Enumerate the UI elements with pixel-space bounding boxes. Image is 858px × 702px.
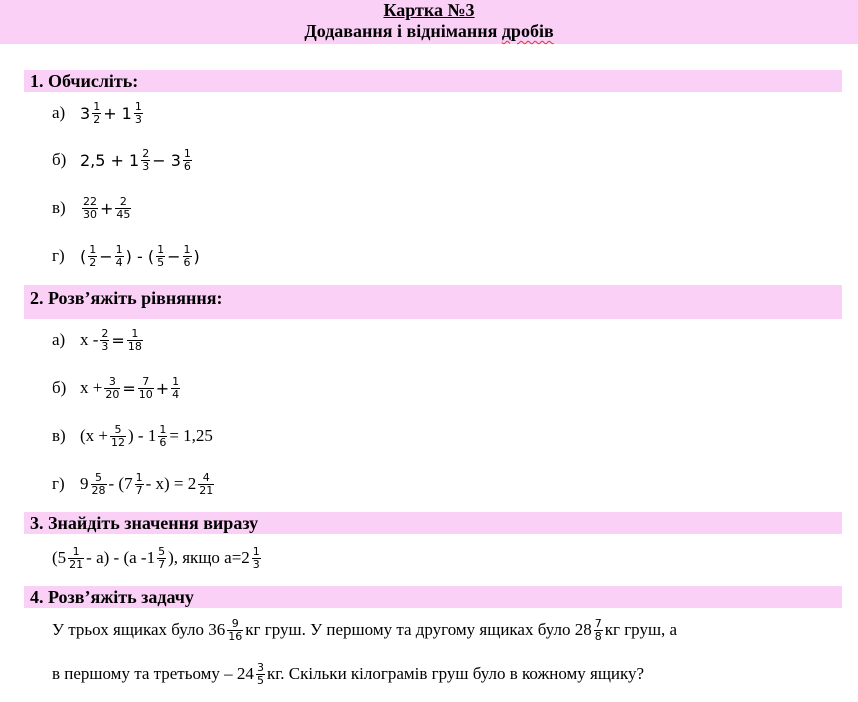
task-1c: в) $\frac{22}{30}$ + $\frac{2}{45}$ [52,194,131,221]
fraction: $\frac{1}{18}$ [127,326,142,353]
task-4-line1: У трьох ящиках було 36 $\frac{9}{16}$ кг груш. У першому та другому ящиках було 28 $\frac{7}{8}$ кг груш, а [52,616,678,643]
section3-title: 3. Знайдіть значення виразу [30,513,259,533]
fraction: $\frac{1}{6}$ [183,146,191,173]
task-2c: в) (х + $\frac{5}{12}$ ) - 1 $\frac{1}{6}$ = 1,25 [52,422,213,449]
task-2a: а) х - $\frac{2}{3}$ = $\frac{1}{18}$ [52,326,142,353]
task-2b: б) х + $\frac{3}{20}$ = $\frac{7}{10}$ + $\frac{1}{4}$ [52,374,180,401]
section1-title: 1. Обчисліть: [30,71,139,91]
fraction: $\frac{1}{3}$ [252,544,260,571]
fraction: $\frac{1}{4}$ [172,374,180,401]
fraction: $\frac{3}{5}$ [256,660,264,687]
fraction: $\frac{1}{4}$ [115,242,123,269]
card-title: Картка №3 [383,0,475,20]
fraction: $\frac{1}{6}$ [159,422,167,449]
fraction: $\frac{1}{6}$ [183,242,191,269]
task-1a: а) 3 $\frac{1}{2}$ + 1 $\frac{1}{3}$ [52,99,142,126]
section1-band [24,70,842,92]
fraction: $\frac{5}{28}$ [91,470,106,497]
fraction: $\frac{3}{20}$ [105,374,120,401]
task-1b: б) 2,5 + 1 $\frac{2}{3}$ − 3 $\frac{1}{6}$ [52,146,191,173]
section4-title: 4. Розв’яжіть задачу [30,587,194,607]
task-2d: г) 9 $\frac{5}{28}$ - (7 $\frac{1}{7}$ - х) = 2 $\frac{4}{21}$ [52,470,214,497]
fraction: $\frac{7}{8}$ [594,616,602,643]
fraction: $\frac{22}{30}$ [83,194,97,221]
fraction: $\frac{1}{3}$ [134,99,142,126]
fraction: $\frac{1}{2}$ [93,99,101,126]
fraction: $\frac{1}{7}$ [135,470,143,497]
fraction: $\frac{7}{10}$ [138,374,153,401]
fraction: $\frac{1}{21}$ [69,544,84,571]
fraction: $\frac{5}{12}$ [111,422,125,449]
fraction: $\frac{5}{7}$ [158,544,166,571]
section2-title: 2. Розв’яжіть рівняння: [30,288,223,308]
fraction: $\frac{9}{16}$ [228,616,243,643]
card-header [0,0,858,42]
task-1d: г) ( $\frac{1}{2}$ − $\frac{1}{4}$ ) - ( $\frac{1}{5}$ − $\frac{1}{6}$ ) [52,242,200,269]
task-3: (5 $\frac{1}{21}$ - а) - (а -1 $\frac{5}{7}$ ), якщо а=2 $\frac{1}{3}$ [52,544,260,571]
fraction: $\frac{1}{2}$ [89,242,97,269]
fraction: $\frac{4}{21}$ [199,470,214,497]
fraction: $\frac{2}{45}$ [116,194,131,221]
fraction: $\frac{2}{3}$ [101,326,109,353]
fraction: $\frac{2}{3}$ [142,146,150,173]
card-subtitle: Додавання і віднімання дробів [304,21,554,41]
task-4-line2: в першому та третьому – 24 $\frac{3}{5}$ кг. Скільки кілограмів груш було в кожному ящику? [52,660,645,687]
fraction: $\frac{1}{5}$ [157,242,165,269]
